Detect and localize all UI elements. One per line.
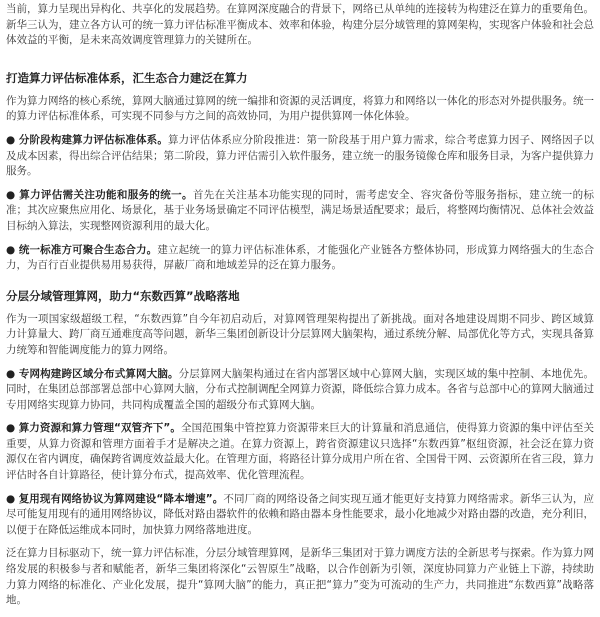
item-text: 建立起统一的算力评估标准体系，才能强化产业链各方整体协同，形成算力网络强大的生态合力，为百行百业提供易用易获得，屏蔽厂商和地域差异的泛在算力服务。: [6, 243, 595, 272]
closing-paragraph: 泛在算力目标驱动下，统一算力评估标准，分层分域管理算网，是新华三集团对于算力调度方法的全新思考与探索。作为算力网络发展的积极参与者和赋能者，新华三集团将深化“云智原生”战略，以合作创新为引领，深度协同算力产业链上下游，持续助力算力网络的标准化、产业化发展，提升“算网大脑”的能力，真正把“算力”变为可流动的生产力，共同推进“东数西算”战略落地。: [6, 547, 594, 607]
item-lead: 专网构建跨区域分布式算网大脑。: [18, 367, 179, 380]
section1-item-3: [6, 243, 594, 274]
section2-item-2: [6, 421, 594, 483]
item-text: 首先在关注基本功能实现的同时，需考虑安全、容灾备份等服务指标，建立统一的标准；其次应聚焦应用化、场景化，基于业务场景确定不同评估模型，满足场景适配要求；最后，将整网均衡情况、总体社会效益目标纳入算法，实现整网资源利用的最大化。: [6, 188, 594, 232]
section2-paragraph: 作为一项国家级超级工程，“东数西算”自今年初启动后，对算网管理架构提出了新挑战。面对各地建设周期不同步、跨区域算力计算量大、跨厂商互通难度高等问题，新华三集团创新设计分层算网大脑架构，通过系统分解、局部优化等方式，实现具备算力统筹和智能调度能力的算力网络。: [6, 312, 594, 356]
section1-item-1: [6, 133, 594, 180]
item-lead: 算力评估需关注功能和服务的统一。: [19, 188, 193, 201]
item-text: 算力评估体系应分阶段推进：第一阶段基于用户算力需求，综合考虑算力因子、网络因子以及成本因素，得出综合评估结果；第二阶段，算力评估需引入软件服务，建立统一的服务镜像仓库和服务目录，为客户提供算力服务。: [6, 133, 595, 178]
section2-item-3: [6, 492, 594, 539]
bullet-icon: ●: [6, 188, 16, 201]
item-lead: 分阶段构建算力评估标准体系。: [18, 133, 168, 146]
bullet-icon: ●: [6, 422, 16, 435]
section2-heading: 分层分域管理算网，助力“东数西算”战略落地: [6, 288, 240, 303]
item-lead: 统一标准方可聚合生态合力。: [18, 243, 158, 256]
intro-paragraph: 当前，算力呈现出异构化、共享化的发展趋势。在算网深度融合的背景下，网络已从单纯的连接转为构建泛在算力的重要角色。新华三认为，建立各方认可的统一算力评估标准平衡成本、效率和体验，构建分层分域管理的算网架构，实现客户体验和社会总体效益的平衡，是未来高效调度管理算力的关键所在。: [6, 3, 594, 47]
bullet-icon: ●: [6, 133, 16, 146]
bullet-icon: ●: [6, 492, 16, 505]
item-lead: 复用现有网络协议为算网建设“降本增速”。: [18, 492, 224, 505]
bullet-icon: ●: [6, 243, 16, 256]
item-lead: 算力资源和算力管理“双管齐下”。: [18, 422, 181, 435]
item-text: 不同厂商的网络设备之间实现互通才能更好支持算力网络需求。新华三认为，应尽可能复用现有的通用网络协议，降低对路由器软件的依赖和路由器本身性能要求，最小化地减少对路由器的改造，充分利旧，以便于在降低运维成本同时，加快算力网络落地进度。: [6, 492, 594, 536]
section1-paragraph: 作为算力网络的核心系统，算网大脑通过算网的统一编排和资源的灵活调度，将算力和网络以一体化的形态对外提供服务。统一的算力评估标准体系，可实现不同参与方之间的高效协同，为用户提供算网一体化体验。: [6, 94, 594, 123]
item-text: 分层算网大脑架构通过在省内部署区域中心算网大脑，实现区域的集中控制、本地优先。同时，在集团总部部署总部中心算网大脑，分布式控制调配全网算力资源，降低综合算力成本。各省与总部中心的算网大脑通过专用网络实现算力协同，共同构成覆盖全国的超级分布式算网大脑。: [6, 367, 595, 411]
bullet-icon: ●: [6, 367, 16, 380]
section2-item-1: [6, 367, 594, 414]
section1-heading: 打造算力评估标准体系，汇生态合力建泛在算力: [6, 70, 248, 85]
section1-item-2: [6, 188, 594, 235]
item-text: 全国范围集中管控算力资源带来巨大的计算量和消息通信，使得算力资源的集中评估至关重要，从算力资源和管理方面着手才是解决之道。在算力资源上，跨省资源建议只选择“东数西算”枢纽资源，社会泛在算力资源仅在省内调度，确保跨省调度效益最大化。在管理方面，将路径计算分成用户所在省、全国骨干网、云资源所在省三段，算力评估时各自计算路径，使计算分布式，提高效率、优化管理流程。: [6, 422, 594, 482]
